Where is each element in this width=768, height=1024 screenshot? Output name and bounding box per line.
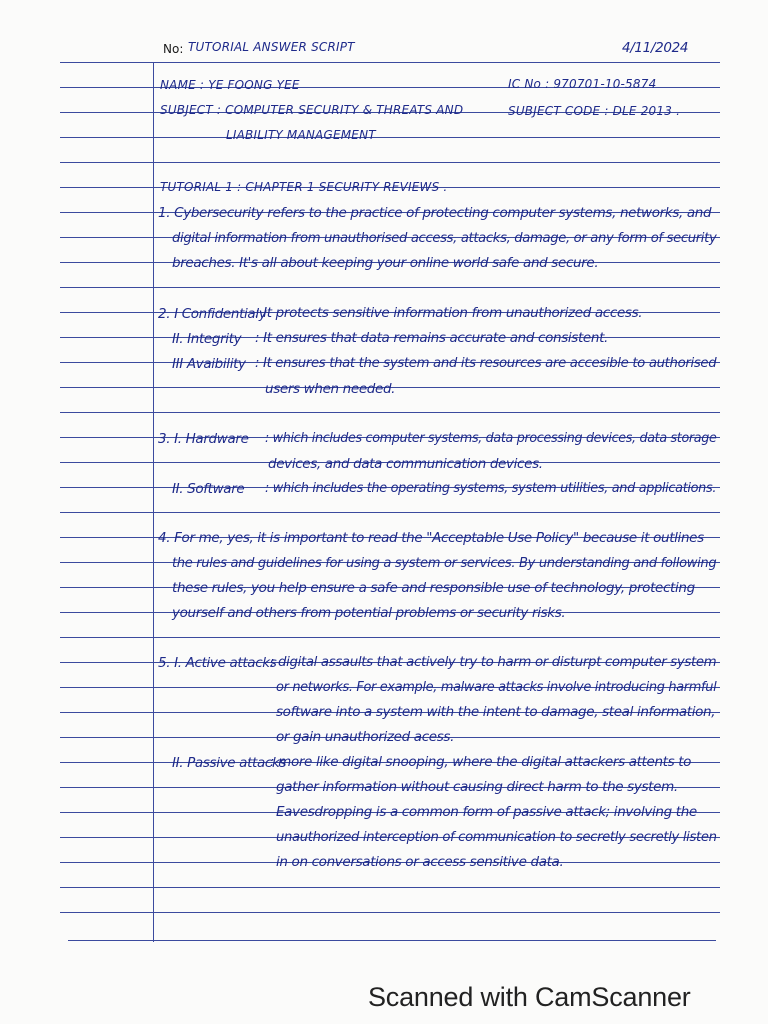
q5-ii-line-4: unauthorized interception of communication to secretly secretly listen — [276, 829, 717, 845]
ruled-line — [60, 887, 720, 888]
q2-iii-text-2: users when needed. — [265, 381, 396, 397]
q3-ii-text: : which includes the operating systems, system utilities, and applications. — [265, 480, 717, 496]
q5-ii-line-5: in on conversations or access sensitive data. — [276, 854, 564, 870]
q3-i-text-2: devices, and data communication devices. — [268, 456, 543, 472]
q2-ii-label: II. Integrity — [172, 331, 242, 347]
subject-line-2: LIABILITY MANAGEMENT — [226, 128, 376, 142]
q4-line-1: 4. For me, yes, it is important to read the "Acceptable Use Policy" because it outlines — [158, 530, 704, 546]
q5-i-line-2: or networks. For example, malware attacks involve introducing harmful — [276, 679, 717, 695]
tutorial-title: TUTORIAL 1 : CHAPTER 1 SECURITY REVIEWS . — [160, 180, 448, 194]
q3-ii-label: II. Software — [172, 481, 245, 497]
camscanner-watermark: Scanned with CamScanner — [368, 982, 691, 1012]
q5-i-label: 5. I. Active attacks — [158, 655, 277, 671]
q2-i-text: : It protects sensitive information from unauthorized access. — [255, 305, 643, 321]
ruled-line — [60, 62, 720, 63]
q2-iii-label: III Avaibility — [172, 356, 246, 372]
q5-ii-label: II. Passive attacks — [172, 755, 287, 771]
date: 4/11/2024 — [622, 40, 689, 56]
q5-i-line-1: : digital assaults that actively try to harm or disturpt computer system — [270, 654, 717, 670]
q5-ii-line-3: Eavesdropping is a common form of passive attack; involving the — [276, 804, 697, 820]
q2-ii-text: : It ensures that data remains accurate and consistent. — [255, 330, 608, 346]
ruled-line — [60, 637, 720, 638]
subject-code: SUBJECT CODE : DLE 2013 . — [508, 104, 681, 118]
ruled-line — [60, 287, 720, 288]
q3-i-text: : which includes computer systems, data processing devices, data storage — [265, 430, 717, 446]
page-bottom-line — [68, 940, 716, 941]
ruled-line — [60, 412, 720, 413]
ruled-line — [60, 137, 720, 138]
q5-ii-line-2: gather information without causing direct harm to the system. — [276, 779, 678, 795]
ic-number: IC No : 970701-10-5874 — [508, 77, 657, 91]
q2-iii-text: : It ensures that the system and its resources are accesible to authorised — [255, 355, 717, 371]
q2-i-label: 2. I Confidentialy — [158, 306, 267, 322]
ruled-line — [60, 512, 720, 513]
q5-i-line-4: or gain unauthorized acess. — [276, 729, 455, 745]
script-title: TUTORIAL ANSWER SCRIPT — [188, 40, 355, 54]
subject-line-1: SUBJECT : COMPUTER SECURITY & THREATS AND — [160, 103, 464, 117]
q4-line-4: yourself and others from potential problems or security risks. — [172, 605, 566, 621]
ruled-line — [60, 162, 720, 163]
q4-line-3: these rules, you help ensure a safe and responsible use of technology, protecting — [172, 580, 695, 596]
student-name: NAME : YE FOONG YEE — [160, 78, 300, 92]
q4-line-2: the rules and guidelines for using a system or services. By understanding and following — [172, 555, 717, 571]
q1-line-1: 1. Cybersecurity refers to the practice of protecting computer systems, networks, and — [158, 205, 712, 221]
no-label: No: — [163, 42, 184, 56]
q5-ii-line-1: : more like digital snooping, where the digital attackers attents to — [270, 754, 692, 770]
q5-i-line-3: software into a system with the intent to damage, steal information, — [276, 704, 716, 720]
q3-i-label: 3. I. Hardware — [158, 431, 249, 447]
q1-line-3: breaches. It's all about keeping your online world safe and secure. — [172, 255, 599, 271]
ruled-line — [60, 912, 720, 913]
q1-line-2: digital information from unauthorised access, attacks, damage, or any form of security — [172, 230, 717, 246]
margin-line — [153, 62, 154, 942]
